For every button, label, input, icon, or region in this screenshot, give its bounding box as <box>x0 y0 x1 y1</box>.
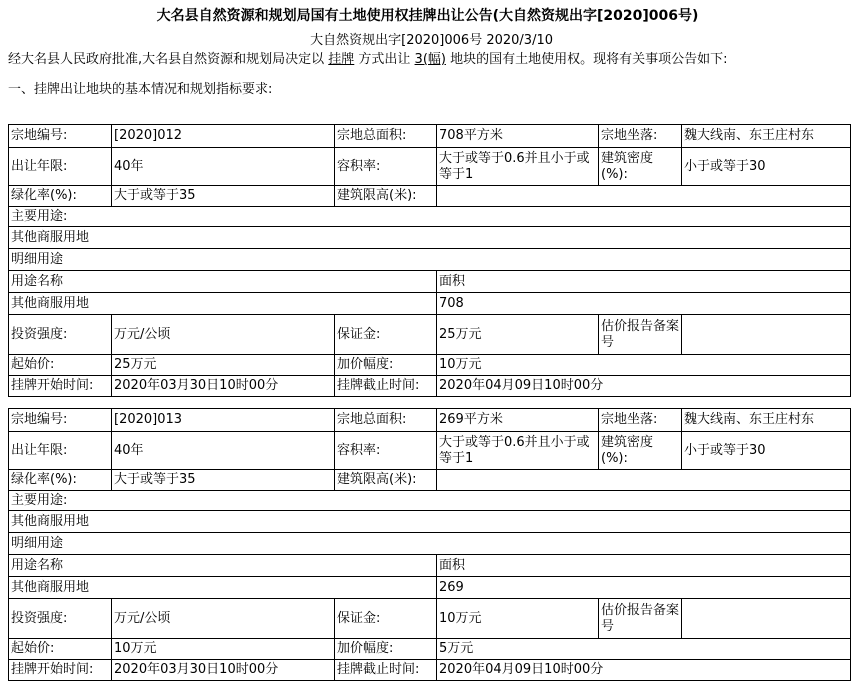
end-time-label: 挂牌截止时间: <box>335 376 437 397</box>
end-time-label: 挂牌截止时间: <box>335 660 437 681</box>
use-name-header: 用途名称 <box>9 271 437 293</box>
deposit-value: 25万元 <box>437 315 599 355</box>
height-label: 建筑限高(米): <box>335 470 437 491</box>
table-row <box>9 470 851 491</box>
start-price-label: 起始价: <box>9 639 112 660</box>
green-value: 大于或等于35 <box>112 470 335 491</box>
intro-suffix: 地块的国有土地使用权。现将有关事项公告如下: <box>445 52 728 67</box>
far-label: 容积率: <box>335 432 437 470</box>
page-title: 大名县自然资源和规划局国有土地使用权挂牌出让公告(大自然资规出字[2020]006号) <box>156 8 699 24</box>
location-value: 魏大线南、东王庄村东 <box>682 409 851 432</box>
intro-paragraph <box>0 51 855 71</box>
use-name-header: 用途名称 <box>9 555 437 577</box>
area-header: 面积 <box>437 271 851 293</box>
density-value: 小于或等于30 <box>682 148 851 186</box>
location-label: 宗地坐落: <box>599 409 682 432</box>
use-name-value: 其他商服用地 <box>9 577 437 599</box>
green-value: 大于或等于35 <box>112 186 335 207</box>
table-row <box>9 376 851 397</box>
parcel-table <box>8 124 851 397</box>
intro-mid: 方式出让 <box>354 52 415 67</box>
location-label: 宗地坐落: <box>599 125 682 148</box>
green-label: 绿化率(%): <box>9 186 112 207</box>
main-use-value: 其他商服用地 <box>9 511 851 533</box>
appraisal-label: 估价报告备案号 <box>599 599 682 639</box>
table-row <box>9 227 851 249</box>
table-row <box>9 207 851 227</box>
increment-value: 10万元 <box>437 355 851 376</box>
density-value: 小于或等于30 <box>682 432 851 470</box>
invest-value: 万元/公顷 <box>112 599 335 639</box>
main-use-label: 主要用途: <box>9 491 851 511</box>
intro-method: 挂牌 <box>328 52 355 67</box>
total-area-value: 269平方米 <box>437 409 599 432</box>
table-row <box>9 125 851 148</box>
end-time-value: 2020年04月09日10时00分 <box>437 660 851 681</box>
parcel-no-label: 宗地编号: <box>9 125 112 148</box>
density-label: 建筑密度(%): <box>599 432 682 470</box>
start-price-label: 起始价: <box>9 355 112 376</box>
area-header: 面积 <box>437 555 851 577</box>
table-row <box>9 639 851 660</box>
table-row <box>9 409 851 432</box>
section-heading: 一、挂牌出让地块的基本情况和规划指标要求: <box>8 82 273 97</box>
parcel-no-value: [2020]013 <box>112 409 335 432</box>
table-row <box>9 432 851 470</box>
total-area-label: 宗地总面积: <box>335 125 437 148</box>
density-label: 建筑密度(%): <box>599 148 682 186</box>
table-row <box>9 186 851 207</box>
far-value: 大于或等于0.6并且小于或等于1 <box>437 148 599 186</box>
increment-label: 加价幅度: <box>335 355 437 376</box>
invest-label: 投资强度: <box>9 599 112 639</box>
increment-label: 加价幅度: <box>335 639 437 660</box>
term-value: 40年 <box>112 432 335 470</box>
use-name-value: 其他商服用地 <box>9 293 437 315</box>
term-value: 40年 <box>112 148 335 186</box>
table-row <box>9 315 851 355</box>
invest-label: 投资强度: <box>9 315 112 355</box>
table-row <box>9 533 851 555</box>
term-label: 出让年限: <box>9 148 112 186</box>
invest-value: 万元/公顷 <box>112 315 335 355</box>
intro-count: 3(幅) <box>414 52 446 67</box>
height-value <box>437 470 851 491</box>
parcel-no-value: [2020]012 <box>112 125 335 148</box>
table-row <box>9 555 851 577</box>
height-label: 建筑限高(米): <box>335 186 437 207</box>
table-row <box>9 249 851 271</box>
table-row <box>9 577 851 599</box>
deposit-label: 保证金: <box>335 315 437 355</box>
height-value <box>437 186 851 207</box>
table-row <box>9 355 851 376</box>
green-label: 绿化率(%): <box>9 470 112 491</box>
end-time-value: 2020年04月09日10时00分 <box>437 376 851 397</box>
location-value: 魏大线南、东王庄村东 <box>682 125 851 148</box>
increment-value: 5万元 <box>437 639 851 660</box>
deposit-label: 保证金: <box>335 599 437 639</box>
total-area-label: 宗地总面积: <box>335 409 437 432</box>
detail-use-label: 明细用途 <box>9 533 851 555</box>
table-row <box>9 148 851 186</box>
table-row <box>9 599 851 639</box>
table-row <box>9 271 851 293</box>
main-use-value: 其他商服用地 <box>9 227 851 249</box>
use-area-value: 269 <box>437 577 851 599</box>
table-row <box>9 491 851 511</box>
far-label: 容积率: <box>335 148 437 186</box>
use-area-value: 708 <box>437 293 851 315</box>
term-label: 出让年限: <box>9 432 112 470</box>
total-area-value: 708平方米 <box>437 125 599 148</box>
parcel-table <box>8 408 851 681</box>
start-time-value: 2020年03月30日10时00分 <box>112 660 335 681</box>
appraisal-value <box>682 599 851 639</box>
intro-prefix: 经大名县人民政府批准,大名县自然资源和规划局决定以 <box>8 52 329 67</box>
start-price-value: 10万元 <box>112 639 335 660</box>
start-time-label: 挂牌开始时间: <box>9 660 112 681</box>
deposit-value: 10万元 <box>437 599 599 639</box>
detail-use-label: 明细用途 <box>9 249 851 271</box>
far-value: 大于或等于0.6并且小于或等于1 <box>437 432 599 470</box>
appraisal-label: 估价报告备案号 <box>599 315 682 355</box>
table-row <box>9 511 851 533</box>
main-use-label: 主要用途: <box>9 207 851 227</box>
start-time-label: 挂牌开始时间: <box>9 376 112 397</box>
document-number-date: 大自然资规出字[2020]006号 2020/3/10 <box>310 33 553 48</box>
start-price-value: 25万元 <box>112 355 335 376</box>
table-row <box>9 293 851 315</box>
appraisal-value <box>682 315 851 355</box>
parcel-no-label: 宗地编号: <box>9 409 112 432</box>
table-row <box>9 660 851 681</box>
start-time-value: 2020年03月30日10时00分 <box>112 376 335 397</box>
